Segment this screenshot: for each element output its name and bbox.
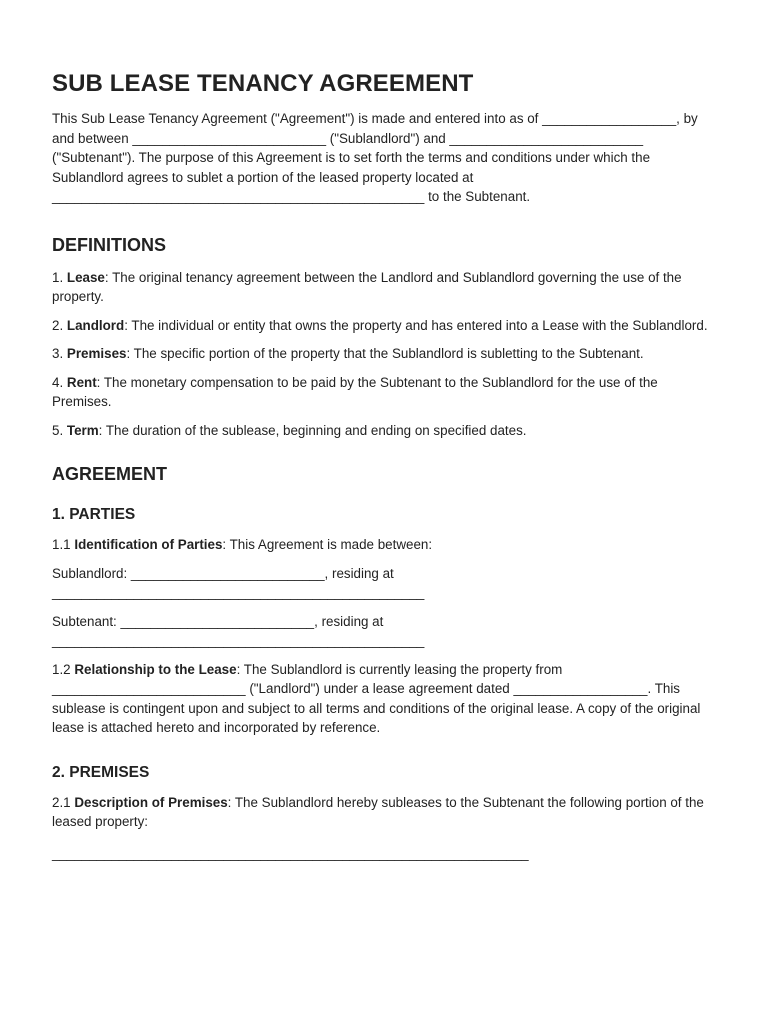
clause-number: 1.2	[52, 661, 71, 677]
definition-item	[52, 421, 718, 441]
clause-term: Description of Premises	[74, 794, 228, 810]
definition-number: 4.	[52, 374, 64, 390]
clause-text: : The Sublandlord is currently leasing the property from __________________________ ("Landlord") under a lease agreement dated __________________. This sublease is contingent upon and subject to all terms and conditions of the original lease. A copy of the original lease is attached hereto and incorporated by reference.	[52, 661, 701, 735]
definition-item	[52, 268, 718, 307]
premises-section	[52, 764, 718, 864]
sublandlord-block	[52, 564, 718, 603]
definition-text: : The original tenancy agreement between the Landlord and Sublandlord governing the use of the property.	[52, 269, 682, 304]
premises-description-clause	[52, 793, 718, 832]
definition-term: Term	[66, 422, 99, 438]
premises-blank-line: ________________________________________________________________	[52, 845, 529, 861]
clause-number: 1.1	[52, 537, 71, 552]
intro-paragraph: This Sub Lease Tenancy Agreement ("Agreement") is made and entered into as of __________________, by and between __________________________ ("Sublandlord") and __________________________ ("Subtenant"). The purpose of this Agreement is to set forth the terms and conditions under which the Sublandlord agrees to sublet a portion of the leased property located at __________________________________________________ to the Subtenant.	[52, 111, 698, 204]
definition-item	[52, 373, 718, 412]
definition-text: : The duration of the sublease, beginning and ending on specified dates.	[98, 422, 527, 438]
parties-heading: 1. PARTIES	[52, 506, 136, 523]
definition-text: : The specific portion of the property that the Sublandlord is subletting to the Subtenant.	[126, 346, 644, 361]
subtenant-address-blank: __________________________________________________	[52, 633, 425, 648]
sublandlord-address-blank: __________________________________________________	[52, 585, 425, 600]
definition-item	[52, 344, 718, 364]
definition-term: Landlord	[66, 317, 125, 333]
definition-term: Lease	[66, 269, 105, 285]
premises-heading: 2. PREMISES	[52, 763, 150, 781]
definition-term: Rent	[66, 374, 97, 390]
clause-term: Identification of Parties	[74, 537, 223, 552]
definitions-heading: DEFINITIONS	[52, 234, 167, 255]
clause-text: : The Sublandlord hereby subleases to the Subtenant the following portion of the leased property:	[52, 794, 704, 829]
clause-term: Relationship to the Lease	[74, 661, 237, 677]
definition-text: : The individual or entity that owns the property and has entered into a Lease with the Sublandlord.	[124, 317, 708, 333]
subtenant-line: Subtenant: __________________________, residing at	[52, 613, 384, 629]
agreement-heading: AGREEMENT	[52, 464, 168, 484]
definition-text: : The monetary compensation to be paid by the Subtenant to the Sublandlord for the use of the Premises.	[52, 374, 658, 409]
document-title: SUB LEASE TENANCY AGREEMENT	[52, 70, 474, 97]
definition-term: Premises	[66, 346, 127, 361]
parties-section	[52, 506, 718, 738]
identification-clause	[52, 535, 718, 555]
definition-item	[52, 316, 718, 336]
definition-number: 3.	[52, 346, 64, 361]
sublandlord-line: Sublandlord: __________________________, residing at	[52, 565, 394, 581]
relationship-clause	[52, 660, 718, 738]
clause-text: : This Agreement is made between:	[222, 537, 433, 552]
definition-number: 1.	[52, 269, 64, 285]
definition-number: 5.	[52, 422, 64, 438]
subtenant-block	[52, 612, 718, 651]
clause-number: 2.1	[52, 794, 71, 810]
definition-number: 2.	[52, 317, 64, 333]
definitions-list	[52, 268, 718, 441]
